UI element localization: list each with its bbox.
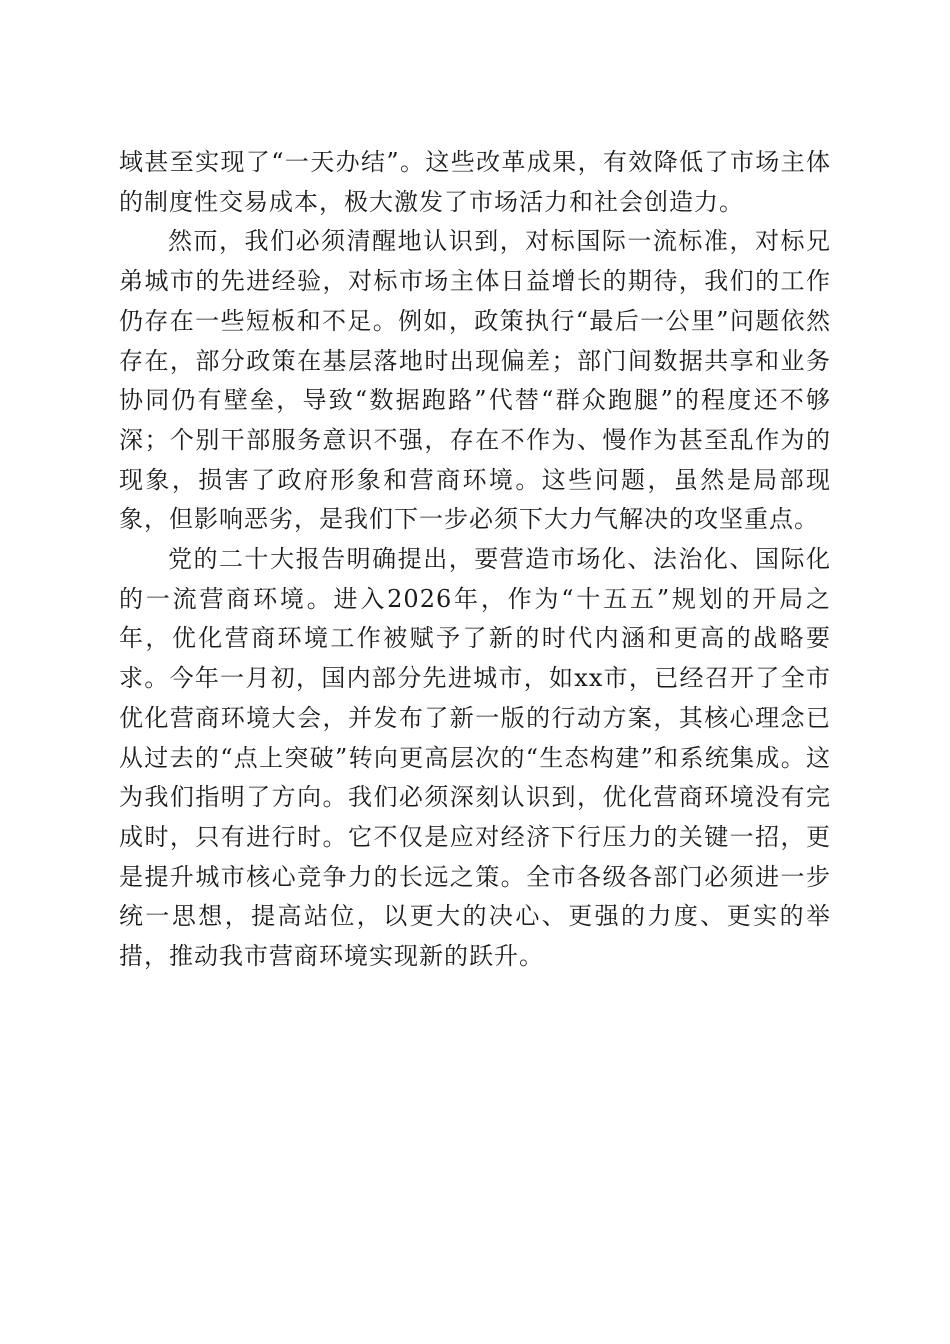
paragraph-continuation: 域甚至实现了“一天办结”。这些改革成果，有效降低了市场主体的制度性交易成本，极大激发了市场活力和社会创造力。 <box>119 148 831 216</box>
document-body <box>119 143 831 977</box>
paragraph-shortcomings: 然而，我们必须清醒地认识到，对标国际一流标准，对标兄弟城市的先进经验，对标市场主体日益增长的期待，我们的工作仍存在一些短板和不足。例如，政策执行“最后一公里”问题依然存在，部分政策在基层落地时出现偏差；部门间数据共享和业务协同仍有壁垒，导致“数据跑路”代替“群众跑腿”的程度还不够深；个别干部服务意识不强，存在不作为、慢作为甚至乱作为的现象，损害了政府形象和营商环境。这些问题，虽然是局部现象，但影响恶劣，是我们下一步必须下大力气解决的攻坚重点。 <box>119 227 831 534</box>
paragraph-requirements: 党的二十大报告明确提出，要营造市场化、法治化、国际化的一流营商环境。进入2026年，作为“十五五”规划的开局之年，优化营商环境工作被赋予了新的时代内涵和更高的战略要求。今年一月初，国内部分先进城市，如xx市，已经召开了全市优化营商环境大会，并发布了新一版的行动方案，其核心理念已从过去的“点上突破”转向更高层次的“生态构建”和系统集成。这为我们指明了方向。我们必须深刻认识到，优化营商环境没有完成时，只有进行时。它不仅是应对经济下行压力的关键一招，更是提升城市核心竞争力的长远之策。全市各级各部门必须进一步统一思想，提高站位，以更大的决心、更强的力度、更实的举措，推动我市营商环境实现新的跃升。 <box>119 545 831 971</box>
